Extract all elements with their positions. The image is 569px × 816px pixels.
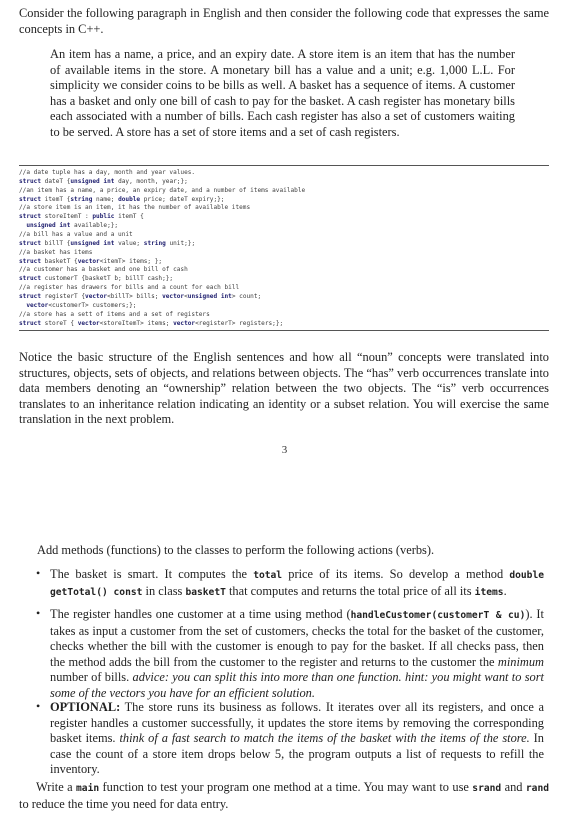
write-main-paragraph: Write a main function to test your program one method at a time. You may want to use srand and rand to reduce the time you need for data entry. xyxy=(19,780,549,811)
code-top-rule xyxy=(19,165,549,166)
code-line: //an item has a name, a price, an expiry date, and a number of items available xyxy=(19,186,306,194)
code-line: //a register has drawers for bills and a count for each bill xyxy=(19,284,240,292)
code-line: //a store has a sett of items and a set of registers xyxy=(19,310,210,318)
cpp-code-listing xyxy=(19,169,549,328)
bullet-register-handle: The register handles one customer at a time using method (handleCustomer(customerT & cu)). It takes as input a customer from the set of customers, checks the total for the basket of the customer, checks whether the bill with the customer is enough to pay for the basket. If all checks pass, then the method adds the bill from the customer to the register and returns to the customer the minimum number of bills. advice: you can split this into more than one function. hint: you might want to sort some of the vectors you have for an efficient solution. xyxy=(50,607,544,700)
code-line: //a bill has a value and a unit xyxy=(19,231,133,239)
code-line: struct billT {unsigned int value; string unit;}; xyxy=(19,239,196,247)
code-line: struct registerT {vector<billT> bills; vector<unsigned int> count; xyxy=(19,293,262,301)
bullet-optional-store: OPTIONAL: The store runs its business as follows. It iterates over all its registers, and once a register handles a customer successfully, it updates the store items by removing the corresponding basket items. think of a fast search to match the items of the basket with the items of the store. In case the count of a store item drops below 5, the program outputs a list of requests to refill the inventory. xyxy=(50,700,544,776)
page-gap xyxy=(0,490,569,520)
bullet-marker: • xyxy=(36,566,41,580)
notice-paragraph: Notice the basic structure of the English sentences and how all “noun” concepts were translated into structures, objects, sets of objects, and relations between objects. The “has” verb occurrences translate into data members denoting an “ownership” relation between the two objects. The “is” verb occurrences translates to an inheritance relation indicating an identity or a subset relation. You will exercise the same translation in the next problem. xyxy=(19,350,549,426)
code-line: //a basket has items xyxy=(19,248,93,256)
bullet-marker: • xyxy=(36,699,41,713)
code-line: //a store item is an item, it has the number of available items xyxy=(19,204,251,212)
bullet-basket-total: The basket is smart. It computes the total price of its items. So develop a method double getTotal() const in class basketT that computes and returns the total price of all its items. xyxy=(50,567,544,598)
add-methods-paragraph: Add methods (functions) to the classes to perform the following actions (verbs). xyxy=(37,543,435,557)
code-line: struct storeItemT : public itemT { xyxy=(19,213,144,221)
code-line: struct customerT {basketT b; billT cash;}; xyxy=(19,275,174,283)
code-bottom-rule xyxy=(19,330,549,331)
code-line: //a date tuple has a day, month and year values. xyxy=(19,169,196,176)
code-line: struct storeT { vector<storeItemT> items; vector<registerT> registers;}; xyxy=(19,319,284,327)
code-line: vector<customerT> customers;}; xyxy=(26,301,137,309)
english-paragraph: An item has a name, a price, and an expiry date. A store item is an item that has the number of available items in the store. A monetary bill has a value and a unit; e.g. 1,000 L.L. For simplicity we consider coins to be bills as well. A basket has a sequence of items. A customer has a basket and only one bill of cash to pay for the basket. A cash register has monetary bills each associated with a number of bills. Each cash register has also a set of customers waiting to be served. A store has a set of store items and a set of cash registers. xyxy=(50,47,515,139)
code-line: struct basketT {vector<itemT> items; }; xyxy=(19,257,163,265)
code-line: //a customer has a basket and one bill of cash xyxy=(19,266,188,274)
code-line: struct itemT {string name; double price; dateT expiry;}; xyxy=(19,195,225,203)
code-line: struct dateT {unsigned int day, month, year;}; xyxy=(19,177,188,185)
bullet-marker: • xyxy=(36,606,41,620)
code-line: unsigned int available;}; xyxy=(26,222,119,230)
page-number: 3 xyxy=(281,444,288,456)
intro-paragraph: Consider the following paragraph in English and then consider the following code that expresses the same concepts in C++. xyxy=(19,6,549,36)
